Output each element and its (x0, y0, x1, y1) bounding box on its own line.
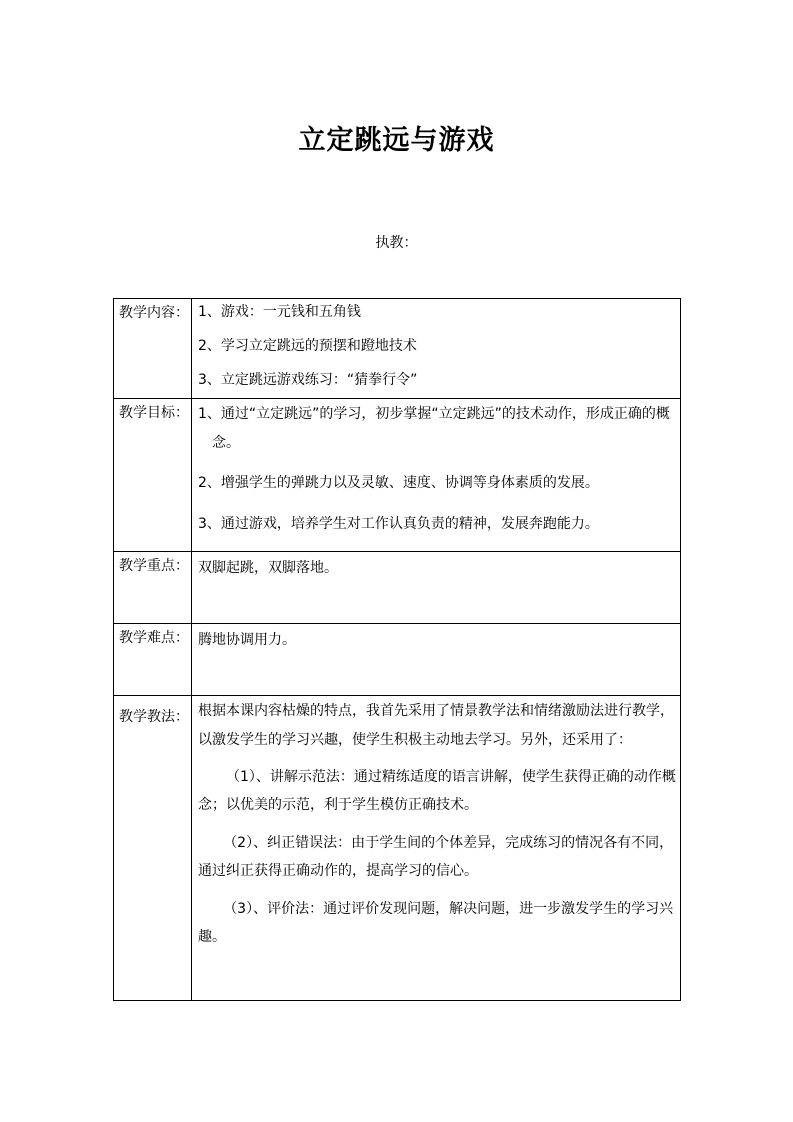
row-content (192, 399, 681, 552)
row-content (192, 624, 681, 696)
row-label: 教学重点： (114, 552, 192, 624)
objective-item: 2、增强学生的弹跳力以及灵敏、速度、协调等身体素质的发展。 (198, 475, 599, 491)
row-teaching-objectives (114, 399, 681, 552)
key-points-text: 双脚起跳，双脚落地。 (198, 560, 338, 576)
objective-item: 3、通过游戏，培养学生对工作认真负责的精神，发展奔跑能力。 (198, 516, 599, 532)
row-label: 教学内容： (114, 299, 192, 399)
content-item: 1、游戏：一元钱和五角钱 (198, 304, 361, 320)
row-key-points (114, 552, 681, 624)
content-item: 2、学习立定跳远的预摆和蹬地技术 (198, 338, 417, 354)
method-item: （1）、讲解示范法：通过精练适度的语言讲解，使学生获得正确的动作概念；以优美的示范，利于学生模仿正确技术。 (198, 769, 676, 813)
row-label: 教学教法： (114, 696, 192, 1001)
row-label: 教学目标： (114, 399, 192, 552)
methods-intro: 根据本课内容枯燥的特点，我首先采用了情景教学法和情绪激励法进行教学，以激发学生的学习兴趣，使学生积极主动地去学习。另外，还采用了： (198, 703, 674, 748)
method-item: （2）、纠正错误法：由于学生间的个体差异，完成练习的情况各有不同，通过纠正获得正确动作的，提高学习的信心。 (198, 835, 674, 879)
method-item: （3）、评价法：通过评价发现问题，解决问题，进一步激发学生的学习兴趣。 (198, 901, 674, 945)
row-difficulties (114, 624, 681, 696)
row-content (192, 552, 681, 624)
objective-item: 1、通过“立定跳远”的学习，初步掌握“立定跳远”的技术动作，形成正确的概念。 (198, 406, 670, 451)
row-content (192, 299, 681, 399)
content-item: 3、立定跳远游戏练习：“猜拳行令” (198, 372, 418, 388)
row-teaching-methods (114, 696, 681, 1001)
document-title: 立定跳远与游戏 (298, 125, 495, 156)
lesson-plan-table (113, 298, 681, 1001)
teacher-label: 执教： (375, 235, 418, 251)
difficulties-text: 腾地协调用力。 (198, 632, 296, 648)
row-label: 教学难点： (114, 624, 192, 696)
row-content (192, 696, 681, 1001)
row-teaching-content (114, 299, 681, 399)
